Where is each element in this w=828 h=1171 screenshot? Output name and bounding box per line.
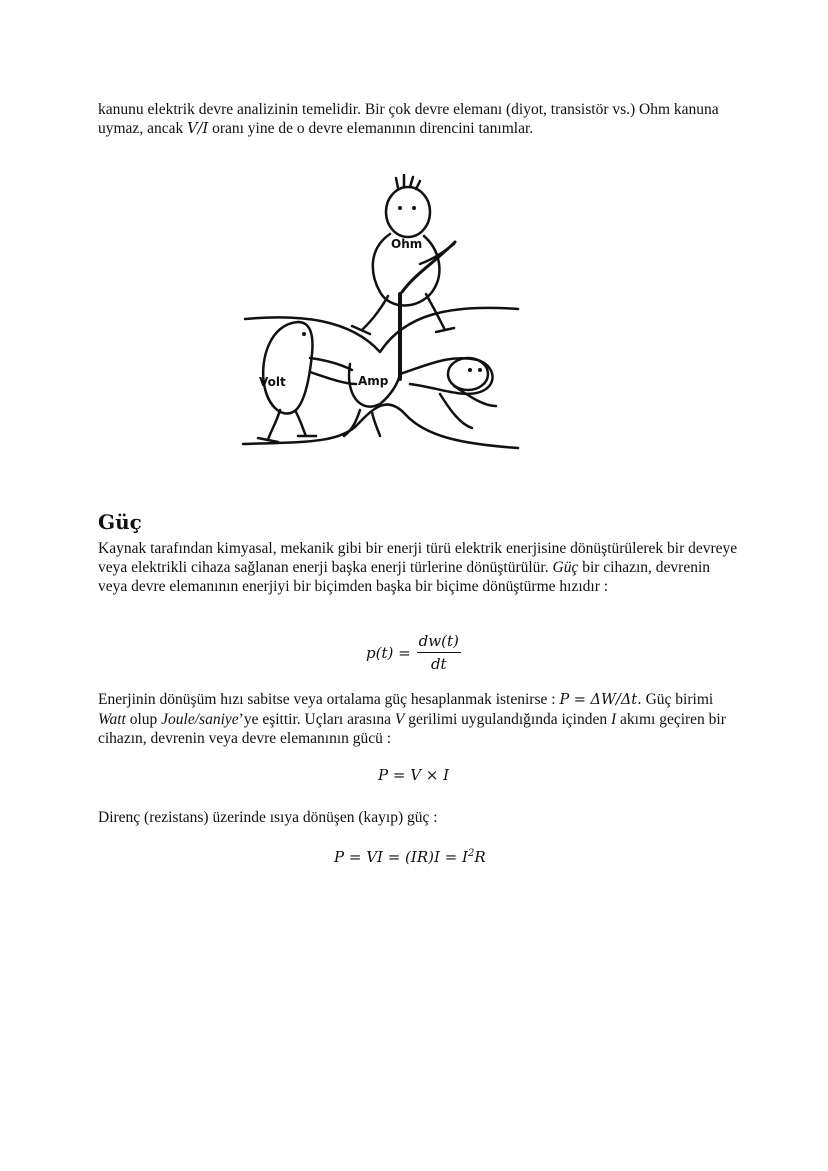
- energy-text-b: Güç birimi: [641, 691, 714, 708]
- ratio-formula: V/I: [187, 121, 209, 137]
- current-symbol: I: [610, 711, 617, 728]
- eq3-main: P = VI = (IR)I = I: [334, 848, 468, 866]
- resistance-paragraph: Direnç (rezistans) üzerinde ısıya dönüşen (kayıp) güç :: [98, 809, 438, 826]
- energy-text-f: akımı geçiren bir cihazın, devrenin veya devre elemanının gücü :: [98, 711, 726, 747]
- joule-italic: Joule/saniye: [161, 711, 239, 728]
- energy-text-d: ’ye eşittir. Uçları arasına: [238, 711, 395, 728]
- power-derivative-equation: [366, 632, 461, 673]
- energy-text-a: Enerjinin dönüşüm hızı sabitse veya ortalama güç hesaplanmak istenirse :: [98, 691, 560, 708]
- label-ohm: Ohm: [391, 237, 423, 251]
- ohm-eye-left: [398, 206, 402, 210]
- guc-italic: Güç: [552, 559, 579, 576]
- amp-legs: [344, 410, 380, 436]
- energy-text-c: olup: [125, 711, 162, 728]
- ohm-head: [386, 187, 430, 237]
- volt-eye: [302, 332, 306, 336]
- label-volt: Volt: [259, 375, 286, 389]
- guc-text-b: bir cihazın, devrenin veya devre elemanının enerjiyi bir biçimden başka bir biçime dönüştürme hızıdır :: [98, 559, 711, 595]
- ohm-volt-amp-cartoon: [240, 174, 520, 460]
- eq1-lhs: p(t) =: [366, 643, 411, 662]
- eq1-fraction: [417, 632, 461, 673]
- energy-text-e: gerilimi uygulandığında içinden: [404, 711, 611, 728]
- intro-text-1: kanunu elektrik devre analizinin temelidir. Bir çok devre elemanı (diyot, transistör vs.) Ohm kanuna uymaz, ancak: [98, 101, 719, 137]
- eq3-exponent: 2: [467, 848, 475, 859]
- power-i2r-equation: [334, 848, 486, 866]
- ohm-eye-right: [412, 206, 416, 210]
- pipe-bottom-wall: [243, 405, 518, 448]
- volt-body: [263, 322, 312, 414]
- eq1-denominator: dt: [430, 655, 447, 673]
- pipe-top-wall: [245, 308, 518, 352]
- voltage-symbol: V: [394, 711, 405, 728]
- energy-paragraph: [98, 690, 738, 748]
- intro-paragraph: [98, 100, 738, 139]
- label-amp: Amp: [358, 374, 389, 388]
- intro-text-2: oranı yine de o devre elemanının direncini tanımlar.: [208, 120, 534, 137]
- guc-text-a: Kaynak tarafından kimyasal, mekanik gibi bir enerji türü elektrik enerjisine dönüştürülerek bir devreye veya elektrikli cihaza sağlanan enerji başka enerji türlerine dönüştürülür.: [98, 540, 738, 576]
- eq1-numerator: dw(t): [417, 632, 461, 653]
- amp-eye-left: [468, 368, 472, 372]
- eq3-end: R: [474, 848, 486, 866]
- ohm-legs: [362, 294, 445, 330]
- guc-paragraph: [98, 539, 738, 596]
- section-heading-guc: Güç: [98, 510, 142, 534]
- cartoon-illustration: [240, 174, 520, 460]
- amp-eye-right: [478, 368, 482, 372]
- energy-formula: P = ΔW/Δt.: [559, 692, 642, 708]
- watt-italic: Watt: [98, 711, 126, 728]
- power-vi-equation: P = V × I: [378, 766, 450, 784]
